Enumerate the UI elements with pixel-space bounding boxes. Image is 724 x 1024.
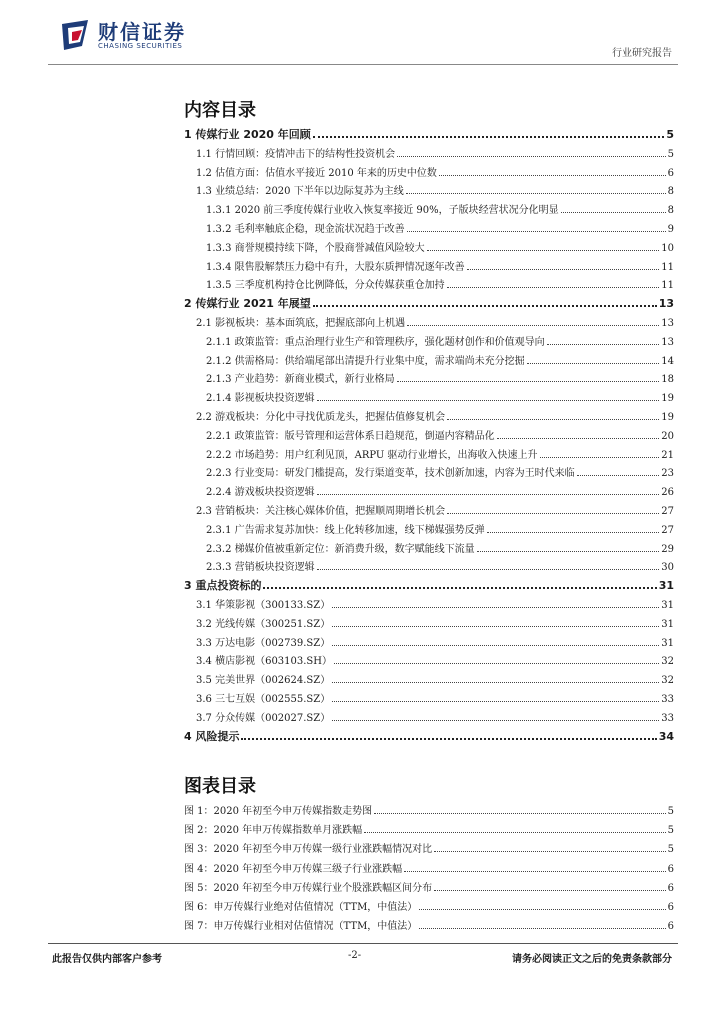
leader-dots [397,156,666,157]
toc-entry-page: 30 [661,562,674,574]
toc-entry-title: 图 3：2020 年初至今申万传媒一级行业涨跌幅情况对比 [184,844,433,856]
toc-entry-title: 1.3.5 三季度机构持仓比例降低，分众传媒获重仓加持 [206,280,445,292]
leader-dots [407,231,666,232]
toc-entry-page: 10 [661,242,674,254]
toc-entry[interactable] [184,860,674,875]
toc-entry-page: 5 [667,806,674,817]
toc-entry-page: 31 [661,618,674,630]
toc-entry-page: 6 [667,863,674,875]
toc-entry[interactable] [196,709,674,724]
toc-entry-title: 2.1.2 供需格局：供给端尾部出清提升行业集中度，需求端尚未充分挖掘 [206,355,525,367]
leader-dots [434,851,665,852]
toc-entry[interactable] [184,728,674,744]
toc-entry-title: 3.3 万达电影（002739.SZ） [196,637,331,649]
toc-entry[interactable] [184,295,674,311]
leader-dots [577,475,660,476]
toc-entry-page: 13 [658,297,674,311]
toc-entry-page: 11 [661,261,674,273]
toc-entry[interactable] [196,596,674,611]
toc-entry[interactable] [196,652,674,667]
table-of-contents [184,126,674,746]
toc-entry-page: 9 [667,224,674,235]
leader-dots [332,645,659,646]
toc-entry[interactable] [206,427,674,442]
toc-entry-title: 1.3.2 毛利率触底企稳，现金流状况趋于改善 [206,224,405,235]
toc-entry[interactable] [184,126,674,142]
toc-entry-title: 图 6：申万传媒行业绝对估值情况（TTM，中值法） [184,902,418,913]
toc-entry[interactable] [196,408,674,423]
toc-entry-page: 18 [661,374,674,386]
toc-entry[interactable] [206,370,674,385]
toc-entry-page: 32 [661,675,674,687]
leader-dots [263,587,656,589]
toc-entry-page: 11 [661,280,674,292]
toc-entry[interactable] [196,164,674,179]
toc-entry-page: 8 [667,186,674,198]
page-header [0,0,724,70]
toc-entry-title: 3.5 完美世界（002624.SZ） [196,675,331,687]
footer-notice: 请务必阅读正文之后的免责条款部分 [512,954,672,965]
company-logo [58,16,188,56]
logo-chinese-name: 财信证券 [98,20,186,44]
toc-entry-title: 1.2 估值方面：估值水平接近 2010 年来的历史中位数 [196,167,437,179]
toc-entry-title: 2 传媒行业 2021 年展望 [184,297,311,311]
leader-dots [332,626,659,627]
toc-entry-page: 5 [667,825,674,837]
footer-divider [48,943,678,944]
toc-entry[interactable] [206,558,674,573]
toc-entry-title: 2.3.3 营销板块投资逻辑 [206,562,315,574]
toc-entry-title: 1 传媒行业 2020 年回顾 [184,128,311,141]
toc-entry-title: 2.1.4 影视板块投资逻辑 [206,393,315,405]
leader-dots [317,494,660,495]
toc-entry-title: 3 重点投资标的 [184,579,262,593]
toc-entry-title: 2.2.1 政策监管：版号管理和运营体系日趋规范，倒逼内容精品化 [206,430,495,442]
toc-entry[interactable] [196,314,674,329]
header-divider [48,64,678,65]
leader-dots [332,607,659,608]
toc-entry[interactable] [206,220,674,235]
toc-entry-title: 3.4 横店影视（603103.SH） [196,656,333,668]
toc-entry[interactable] [206,333,674,348]
leader-dots [447,287,660,288]
toc-entry-title: 2.3.1 广告需求复苏加快：线上化转移加速，线下梯媒强势反弹 [206,524,485,536]
toc-entry-title: 2.1.3 产业趋势：新商业模式，新行业格局 [206,374,395,386]
toc-entry-page: 5 [667,148,674,160]
leader-dots [332,682,659,683]
toc-entry-page: 8 [667,205,674,217]
page-number: -2- [348,950,362,961]
toc-entry-page: 27 [661,506,674,517]
leader-dots [467,269,660,270]
toc-entry-page: 6 [667,167,674,179]
toc-entry-page: 20 [661,430,674,442]
toc-entry-title: 图 2：2020 年申万传媒指数单月涨跌幅 [184,825,363,837]
leader-dots [447,419,659,420]
toc-title: 内容目录 [184,100,256,121]
toc-entry-page: 5 [667,844,674,856]
leader-dots [397,381,660,382]
leader-dots [439,175,666,176]
leader-dots [497,438,660,439]
leader-dots [407,325,659,326]
leader-dots [332,720,659,721]
leader-dots [527,363,660,364]
toc-entry-page: 13 [661,318,674,329]
toc-entry[interactable] [206,540,674,555]
toc-entry-page: 5 [666,128,674,141]
toc-entry-page: 13 [661,336,674,348]
toc-entry-title: 2.2.4 游戏板块投资逻辑 [206,487,315,499]
toc-entry[interactable] [206,389,674,404]
toc-entry-title: 3.7 分众传媒（002027.SZ） [196,712,331,724]
toc-entry-title: 1.3.4 限售股解禁压力稳中有升，大股东质押情况逐年改善 [206,261,465,273]
toc-entry[interactable] [196,615,674,630]
leader-dots [317,569,660,570]
leader-dots [427,250,660,251]
toc-entry-title: 图 1：2020 年初至今申万传媒指数走势图 [184,806,373,817]
toc-entry-page: 27 [661,524,674,536]
toc-entry-title: 2.2 游戏板块：分化中寻找优质龙头，把握估值修复机会 [196,412,446,423]
toc-entry-page: 19 [661,393,674,405]
toc-entry[interactable] [184,898,674,913]
leader-dots [406,193,666,194]
toc-entry[interactable] [206,464,674,479]
toc-entry[interactable] [184,802,674,817]
leader-dots [374,813,665,814]
toc-entry-page: 31 [658,579,674,593]
toc-entry[interactable] [184,917,674,932]
toc-entry-page: 33 [661,694,674,705]
toc-entry-title: 2.3 营销板块：关注核心媒体价值，把握顺周期增长机会 [196,506,446,517]
leader-dots [404,871,665,872]
toc-entry-page: 33 [661,712,674,724]
toc-entry[interactable] [196,145,674,160]
toc-entry-page: 31 [661,600,674,611]
toc-entry-title: 图 5：2020 年初至今申万传媒行业个股涨跌幅区间分布 [184,882,433,894]
toc-entry-page: 19 [661,412,674,423]
figures-title: 图表目录 [184,776,256,797]
toc-entry[interactable] [196,634,674,649]
leader-dots [332,701,659,702]
toc-entry-page: 32 [661,656,674,668]
leader-dots [313,305,657,307]
toc-entry-page: 21 [661,449,674,461]
toc-entry-title: 1.1 行情回顾：疫情冲击下的结构性投资机会 [196,148,396,160]
toc-entry-page: 6 [667,902,674,913]
leader-dots [487,532,660,533]
leader-dots [364,832,665,833]
toc-entry-title: 3.6 三七互娱（002555.SZ） [196,694,331,705]
leader-dots [540,457,660,458]
toc-entry[interactable] [206,352,674,367]
chasing-logo-icon [58,16,96,54]
leader-dots [561,212,666,213]
leader-dots [547,344,660,345]
toc-entry[interactable] [206,258,674,273]
toc-entry-title: 1.3.3 商誉规模持续下降，个股商誉减值风险较大 [206,242,425,254]
toc-entry[interactable] [206,446,674,461]
toc-entry[interactable] [206,201,674,216]
report-type-label: 行业研究报告 [612,48,672,59]
leader-dots [419,928,665,929]
leader-dots [447,513,659,514]
logo-english-name: CHASING SECURITIES [98,42,183,50]
toc-entry-page: 23 [661,468,674,480]
toc-entry-title: 2.3.2 梯媒价值被重新定位：新消费升级，数字赋能线下流量 [206,543,475,555]
toc-entry[interactable] [184,879,674,894]
figure-list [184,802,674,942]
toc-entry-title: 4 风险提示 [184,729,240,743]
toc-entry-title: 2.2.3 行业变局：研发门槛提高，发行渠道变革，技术创新加速，内容为王时代来临 [206,468,575,480]
leader-dots [434,890,665,891]
toc-entry[interactable] [196,690,674,705]
toc-entry[interactable] [196,671,674,686]
toc-entry-page: 34 [658,729,674,743]
toc-entry-page: 6 [667,921,674,933]
toc-entry-title: 2.2.2 市场趋势：用户红利见顶，ARPU 驱动行业增长，出海收入快速上升 [206,449,538,461]
toc-entry[interactable] [184,840,674,855]
toc-entry[interactable] [206,239,674,254]
toc-entry-title: 1.3.1 2020 前三季度传媒行业收入恢复率接近 90%，子版块经营状况分化明显 [206,205,559,217]
toc-entry[interactable] [184,577,674,593]
toc-entry-page: 29 [661,543,674,555]
toc-entry-title: 3.2 光线传媒（300251.SZ） [196,618,331,630]
toc-entry-title: 2.1.1 政策监管：重点治理行业生产和管理秩序，强化题材创作和价值观导向 [206,336,545,348]
leader-dots [477,551,660,552]
footer-disclaimer: 此报告仅供内部客户参考 [52,954,162,965]
toc-entry-page: 31 [661,637,674,649]
toc-entry[interactable] [196,502,674,517]
toc-entry[interactable] [196,182,674,197]
toc-entry-page: 26 [661,487,674,499]
leader-dots [334,663,659,664]
toc-entry-title: 图 4：2020 年初至今申万传媒三级子行业涨跌幅 [184,863,403,875]
leader-dots [317,400,660,401]
toc-entry-title: 图 7：申万传媒行业相对估值情况（TTM，中值法） [184,921,418,933]
leader-dots [313,136,665,138]
leader-dots [419,909,665,910]
toc-entry-title: 3.1 华策影视（300133.SZ） [196,600,331,611]
toc-entry-page: 14 [661,355,674,367]
toc-entry-title: 1.3 业绩总结：2020 下半年以边际复苏为主线 [196,186,404,198]
toc-entry-page: 6 [667,882,674,894]
toc-entry[interactable] [206,521,674,536]
toc-entry[interactable] [206,276,674,291]
toc-entry[interactable] [206,483,674,498]
leader-dots [241,738,656,740]
toc-entry-title: 2.1 影视板块：基本面筑底，把握底部向上机遇 [196,318,406,329]
toc-entry[interactable] [184,821,674,836]
